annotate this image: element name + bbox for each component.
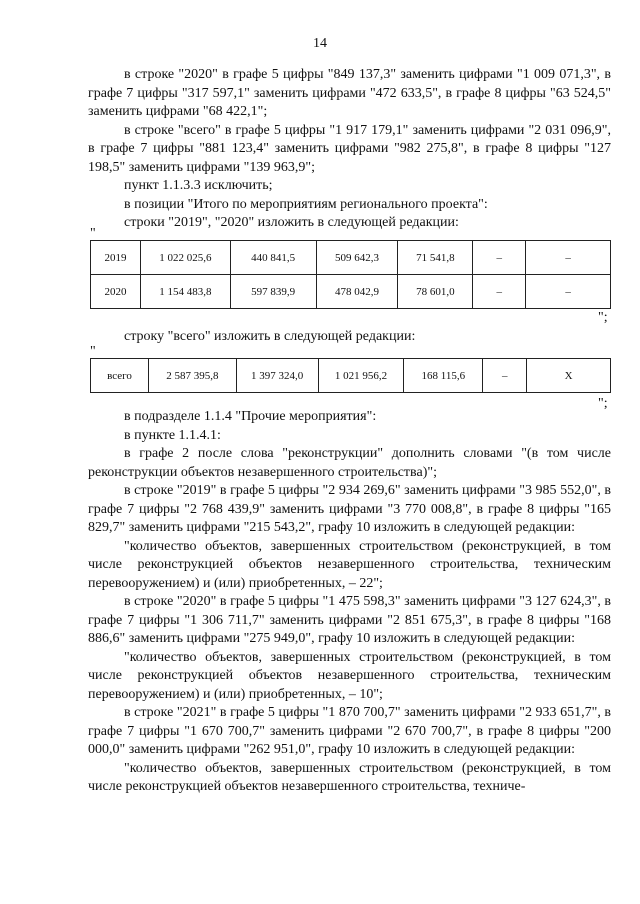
table-cell: 478 042,9 — [316, 275, 398, 309]
table-cell: Х — [527, 359, 611, 393]
table-cell: 1 022 025,6 — [140, 241, 230, 275]
table-cell: 597 839,9 — [230, 275, 316, 309]
totals-table-years — [90, 240, 611, 309]
page-number: 14 — [313, 36, 327, 51]
paragraph: в пункте 1.1.4.1: — [124, 427, 221, 443]
paragraph: "количество объектов, завершенных строительством (реконструкцией, в том числе реконструкцией объектов незавершенного строительства, техническим перевооружением) и (или) приобретенных, – 10"; — [88, 649, 611, 702]
amendments-block-3 — [88, 408, 611, 797]
paragraph: "количество объектов, завершенных строительством (реконструкцией, в том числе реконструкцией объектов незавершенного строительства, техническим перевооружением) и (или) приобретенных, – 22"; — [88, 538, 611, 591]
table-cell: 1 154 483,8 — [140, 275, 230, 309]
table-cell: 168 115,6 — [404, 359, 483, 393]
paragraph: в строке "всего" в графе 5 цифры "1 917 179,1" заменить цифрами "2 031 096,9", в графе 7 цифры "881 123,4" заменить цифрами "982 275,8", в графе 8 цифры "127 198,5" заменить цифрами "139 963,9"; — [88, 122, 611, 175]
table-cell: 1 021 956,2 — [318, 359, 404, 393]
paragraph: в строке "2021" в графе 5 цифры "1 870 700,7" заменить цифрами "2 933 651,7", в графе 7 цифры "1 670 700,7" заменить цифрами "2 670 700,7", в графе 8 цифры "200 000,0" заменить цифрами "262 951,0", графу 10 изложить в следующей редакции: — [88, 705, 611, 757]
table-cell: всего — [91, 359, 149, 393]
paragraph: в строке "2019" в графе 5 цифры "2 934 269,6" заменить цифрами "3 985 552,0", в графе 7 цифры "2 768 439,9" заменить цифрами "3 770 008,8", в графе 8 цифры "165 829,7" заменить цифрами "215 543,2", графу 10 изложить в следующей редакции: — [88, 483, 611, 535]
table-cell: 2019 — [91, 241, 141, 275]
table-cell: 509 642,3 — [316, 241, 398, 275]
table-row — [91, 241, 611, 275]
table-cell: 2 587 395,8 — [148, 359, 236, 393]
table-row — [91, 275, 611, 309]
paragraph: в строке "2020" в графе 5 цифры "1 475 598,3" заменить цифрами "3 127 624,3", в графе 7 цифры "1 306 711,7" заменить цифрами "2 851 675,3", в графе 8 цифры "168 886,6" заменить цифрами "275 949,0", графу 10 изложить в следующей редакции: — [88, 594, 611, 646]
table-cell: – — [526, 275, 611, 309]
table-cell: 440 841,5 — [230, 241, 316, 275]
table-cell: – — [526, 241, 611, 275]
table-cell: – — [483, 359, 527, 393]
table-cell: – — [473, 241, 526, 275]
amendments-block-1 — [88, 66, 611, 233]
paragraph: в строке "2020" в графе 5 цифры "849 137,3" заменить цифрами "1 009 071,3", в графе 7 цифры "317 597,1" заменить цифрами "472 633,5", в графе 8 цифры "63 524,5" заменить цифрами "68 422,1"; — [88, 67, 611, 119]
table-cell: 71 541,8 — [398, 241, 473, 275]
totals-table-all — [90, 358, 611, 393]
closing-quote: "; — [598, 310, 608, 325]
closing-quote: "; — [598, 396, 608, 411]
opening-quote: " — [90, 226, 96, 241]
amendments-block-2 — [88, 328, 611, 347]
table-cell: – — [473, 275, 526, 309]
paragraph: в подразделе 1.1.4 "Прочие мероприятия": — [124, 409, 377, 424]
paragraph: строку "всего" изложить в следующей редакции: — [124, 329, 416, 344]
opening-quote: " — [90, 344, 96, 359]
table-cell: 78 601,0 — [398, 275, 473, 309]
table-cell: 2020 — [91, 275, 141, 309]
table-cell: 1 397 324,0 — [236, 359, 318, 393]
table-row — [91, 359, 611, 393]
paragraph: пункт 1.1.3.3 исключить; — [124, 178, 273, 193]
paragraph: в позиции "Итого по мероприятиям регионального проекта": — [124, 196, 488, 212]
paragraph: строки "2019", "2020" изложить в следующей редакции: — [124, 215, 459, 230]
paragraph: в графе 2 после слова "реконструкции" дополнить словами "(в том числе реконструкции объектов незавершенного строительства)"; — [88, 446, 611, 480]
paragraph: "количество объектов, завершенных строительством (реконструкцией, в том числе реконструкцией объектов незавершенного строительства, техниче- — [88, 760, 611, 794]
